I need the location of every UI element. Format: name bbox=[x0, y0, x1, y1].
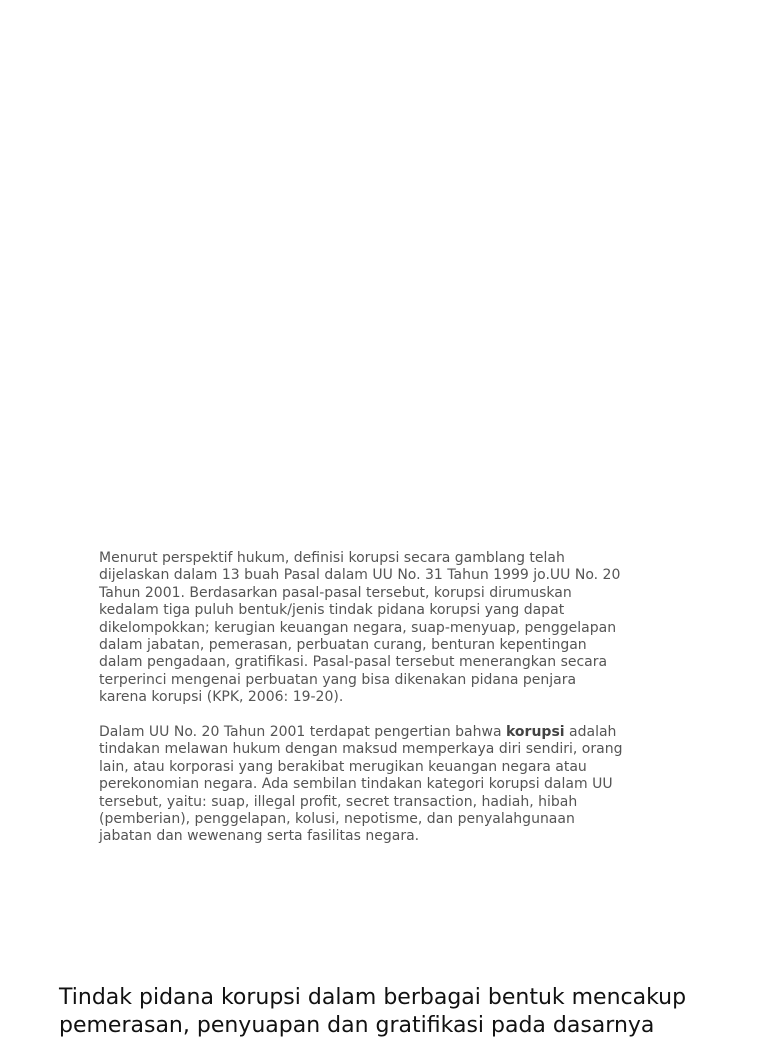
paragraph-2-line: lain, atau korporasi yang berakibat merugikan keuangan negara atau bbox=[99, 758, 587, 775]
paragraph-2-line: perekonomian negara. Ada sembilan tindakan kategori korupsi dalam UU bbox=[99, 776, 613, 793]
paragraph-1-line: dalam jabatan, pemerasan, perbuatan curang, benturan kepentingan bbox=[99, 637, 587, 654]
paragraph-2 bbox=[99, 724, 644, 846]
paragraph-1-line: Tahun 2001. Berdasarkan pasal-pasal tersebut, korupsi dirumuskan bbox=[99, 584, 572, 601]
paragraph-1-line: terperinci mengenai perbuatan yang bisa dikenakan pidana penjara bbox=[99, 671, 577, 688]
paragraph-1-line: Menurut perspektif hukum, definisi korupsi secara gamblang telah bbox=[99, 550, 565, 566]
paragraph-2-line: tindakan melawan hukum dengan maksud memperkaya diri sendiri, orang bbox=[99, 741, 623, 758]
paragraph-2-text: Dalam UU No. 20 Tahun 2001 terdapat pengertian bahwa bbox=[99, 724, 506, 741]
document-body bbox=[99, 550, 644, 846]
paragraph-2-text: adalah bbox=[564, 724, 617, 741]
headline-line-1: Tindak pidana korupsi dalam berbagai bentuk mencakup bbox=[59, 985, 687, 1010]
paragraph-spacer bbox=[99, 707, 644, 724]
paragraph-2-line: (pemberian), penggelapan, kolusi, nepotisme, dan penyalahgunaan bbox=[99, 811, 575, 828]
keyword-korupsi: korupsi bbox=[506, 724, 565, 741]
paragraph-2-line: jabatan dan wewenang serta fasilitas negara. bbox=[99, 828, 420, 845]
paragraph-1-line: dijelaskan dalam 13 buah Pasal dalam UU No. 31 Tahun 1999 jo.UU No. 20 bbox=[99, 567, 621, 584]
paragraph-2-line: tersebut, yaitu: suap, illegal profit, secret transaction, hadiah, hibah bbox=[99, 793, 578, 810]
headline-line-2: pemerasan, penyuapan dan gratifikasi pada dasarnya bbox=[59, 1013, 655, 1038]
paragraph-1-line: dalam pengadaan, gratifikasi. Pasal-pasal tersebut menerangkan secara bbox=[99, 654, 608, 671]
headline bbox=[59, 984, 759, 1038]
paragraph-1-line: karena korupsi (KPK, 2006: 19-20). bbox=[99, 689, 344, 706]
paragraph-1 bbox=[99, 550, 644, 707]
paragraph-1-line: kedalam tiga puluh bentuk/jenis tindak pidana korupsi yang dapat bbox=[99, 602, 565, 619]
paragraph-1-line: dikelompokkan; kerugian keuangan negara, suap-menyuap, penggelapan bbox=[99, 619, 617, 636]
paragraph-2-first-line bbox=[99, 724, 644, 741]
